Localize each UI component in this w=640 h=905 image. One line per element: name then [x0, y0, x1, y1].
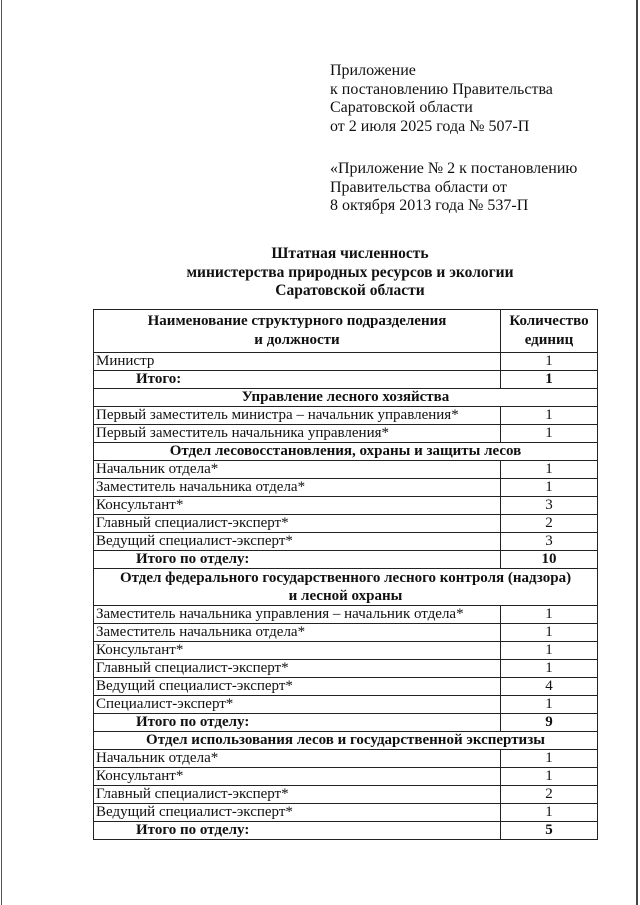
- position-name: Первый заместитель министра – начальник управления*: [94, 407, 501, 425]
- appendix-line: Саратовской области: [330, 99, 473, 116]
- section-header-row: [94, 389, 598, 407]
- prior-reference-block: [330, 160, 577, 216]
- position-name: Ведущий специалист-эксперт*: [94, 533, 501, 551]
- total-qty: 1: [501, 371, 598, 389]
- position-name: Консультант*: [94, 497, 501, 515]
- position-qty: 1: [501, 606, 598, 624]
- position-row: [94, 497, 598, 515]
- position-qty: 1: [501, 461, 598, 479]
- prior-reference-line: Правительства области от: [330, 178, 507, 196]
- position-qty: 4: [501, 678, 598, 696]
- section-title-line2: и лесной охраны: [288, 588, 403, 604]
- position-row: [94, 606, 598, 624]
- total-qty: 5: [501, 822, 598, 840]
- position-row: [94, 407, 598, 425]
- total-row: [94, 371, 598, 389]
- position-name: Ведущий специалист-эксперт*: [94, 678, 501, 696]
- position-name: Главный специалист-эксперт*: [94, 786, 501, 804]
- header-qty-cell: [501, 310, 598, 353]
- position-row: [94, 786, 598, 804]
- header-qty-line2: единиц: [524, 332, 574, 348]
- position-name: Начальник отдела*: [94, 750, 501, 768]
- section-header-row: [94, 569, 598, 606]
- position-row: [94, 353, 598, 371]
- position-row: [94, 696, 598, 714]
- position-name: Заместитель начальника отдела*: [94, 624, 501, 642]
- appendix-line: от 2 июля 2025 года № 507-П: [330, 117, 530, 135]
- position-row: [94, 515, 598, 533]
- position-name: Главный специалист-эксперт*: [94, 515, 501, 533]
- position-row: [94, 425, 598, 443]
- header-qty-line1: Количество: [509, 313, 589, 329]
- position-qty: 3: [501, 533, 598, 551]
- total-qty: 10: [501, 551, 598, 569]
- position-qty: 1: [501, 768, 598, 786]
- position-name: Главный специалист-эксперт*: [94, 660, 501, 678]
- position-row: [94, 750, 598, 768]
- position-qty: 1: [501, 624, 598, 642]
- table-header-row: [94, 310, 598, 353]
- position-qty: 1: [501, 696, 598, 714]
- header-name-cell: [94, 310, 501, 353]
- section-header-row: [94, 443, 598, 461]
- position-name: Заместитель начальника отдела*: [94, 479, 501, 497]
- position-qty: 2: [501, 786, 598, 804]
- position-qty: 1: [501, 479, 598, 497]
- position-row: [94, 804, 598, 822]
- header-name-line2: и должности: [254, 332, 340, 348]
- total-row: [94, 822, 598, 840]
- position-name: Первый заместитель начальника управления*: [94, 425, 501, 443]
- total-row: [94, 714, 598, 732]
- position-row: [94, 642, 598, 660]
- position-qty: 1: [501, 804, 598, 822]
- title-line: министерства природных ресурсов и экологии: [186, 263, 514, 281]
- document-title: [90, 245, 610, 301]
- title-line: Саратовской области: [275, 282, 425, 299]
- position-row: [94, 678, 598, 696]
- section-title-cell: [94, 569, 598, 606]
- position-qty: 1: [501, 750, 598, 768]
- prior-reference-line: «Приложение № 2 к постановлению: [330, 160, 578, 177]
- position-row: [94, 768, 598, 786]
- staffing-table: [93, 309, 598, 840]
- position-qty: 1: [501, 353, 598, 371]
- position-qty: 3: [501, 497, 598, 515]
- appendix-line: к постановлению Правительства: [330, 80, 553, 98]
- position-qty: 1: [501, 642, 598, 660]
- position-name: Специалист-эксперт*: [94, 696, 501, 714]
- appendix-block: [330, 62, 553, 136]
- position-name: Начальник отдела*: [94, 461, 501, 479]
- section-title-cell: Отдел лесовосстановления, охраны и защиты лесов: [94, 443, 598, 461]
- total-label: Итого по отделу:: [94, 551, 501, 569]
- position-name: Министр: [94, 353, 501, 371]
- scan-edge-left: [1, 0, 2, 905]
- scan-edge-right: [636, 0, 638, 905]
- appendix-line: Приложение: [330, 62, 416, 79]
- position-row: [94, 533, 598, 551]
- header-name-line1: Наименование структурного подразделения: [147, 313, 447, 329]
- position-row: [94, 624, 598, 642]
- position-qty: 1: [501, 660, 598, 678]
- prior-reference-line: 8 октября 2013 года № 537-П: [330, 197, 529, 214]
- section-title-line1: Отдел федерального государственного лесного контроля (надзора): [119, 570, 572, 586]
- section-title-cell: Отдел использования лесов и государственной экспертизы: [94, 732, 598, 750]
- position-name: Консультант*: [94, 642, 501, 660]
- position-name: Консультант*: [94, 768, 501, 786]
- position-qty: 1: [501, 425, 598, 443]
- position-qty: 2: [501, 515, 598, 533]
- total-label: Итого по отделу:: [94, 822, 501, 840]
- total-label: Итого по отделу:: [94, 714, 501, 732]
- total-row: [94, 551, 598, 569]
- total-label: Итого:: [94, 371, 501, 389]
- position-row: [94, 479, 598, 497]
- title-line: Штатная численность: [271, 245, 429, 262]
- position-row: [94, 461, 598, 479]
- section-header-row: [94, 732, 598, 750]
- position-qty: 1: [501, 407, 598, 425]
- position-row: [94, 660, 598, 678]
- position-name: Ведущий специалист-эксперт*: [94, 804, 501, 822]
- total-qty: 9: [501, 714, 598, 732]
- position-name: Заместитель начальника управления – начальник отдела*: [94, 606, 501, 624]
- section-title-cell: Управление лесного хозяйства: [94, 389, 598, 407]
